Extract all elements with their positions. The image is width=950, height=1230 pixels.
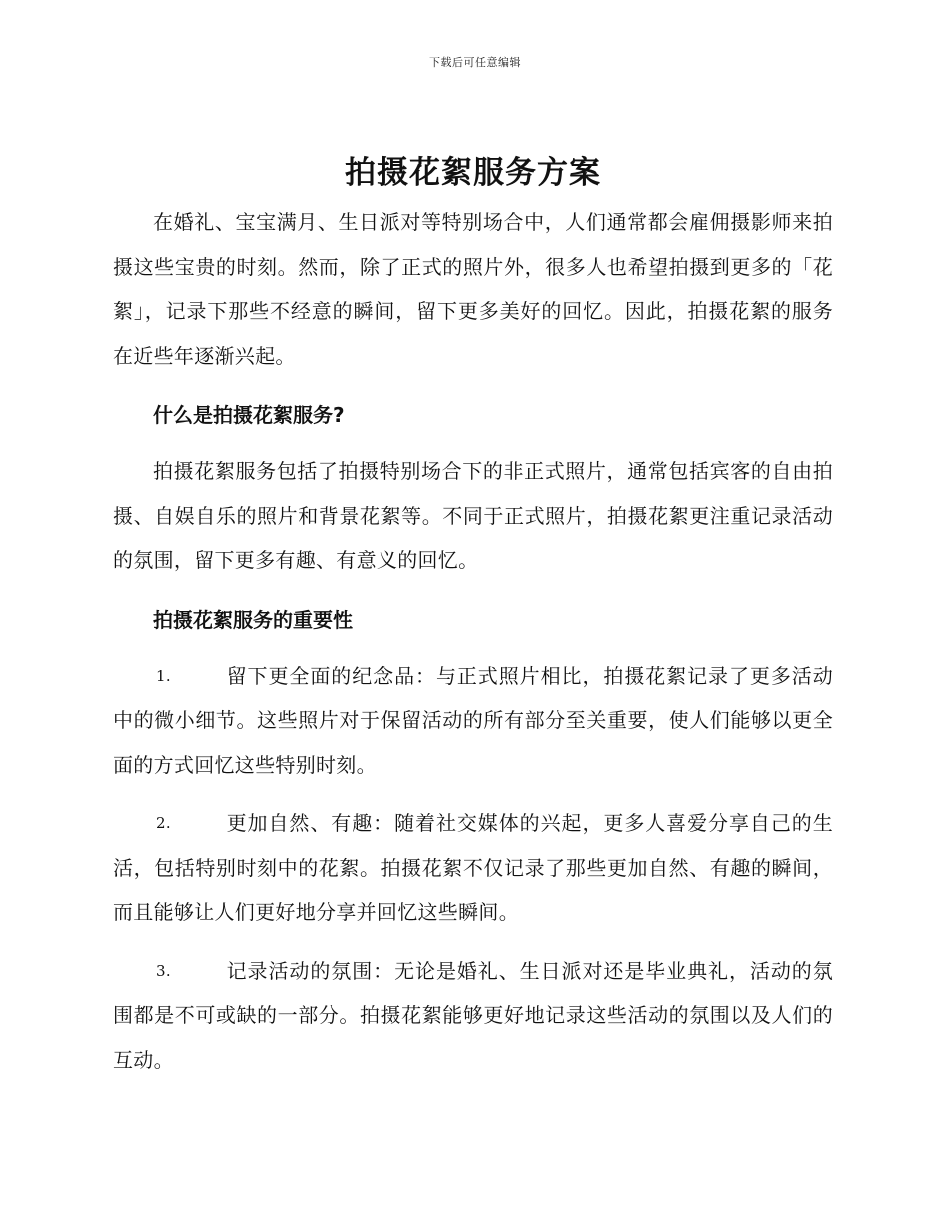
list-number: 3.: [156, 961, 171, 980]
list-item-text: 更加自然、有趣：随着社交媒体的兴起，更多人喜爱分享自己的生活，包括特别时刻中的花絮。拍摄花絮不仅记录了那些更加自然、有趣的瞬间，而且能够让人们更好地分享并回忆这些瞬间。: [113, 811, 833, 924]
list-number: 1.: [156, 666, 171, 685]
list-item: [113, 949, 833, 1083]
section-heading-what-is: 什么是拍摄花絮服务?: [153, 403, 345, 427]
list-item: [113, 801, 833, 935]
list-item-text: 留下更全面的纪念品：与正式照片相比，拍摄花絮记录了更多活动中的微小细节。这些照片对于保留活动的所有部分至关重要，使人们能够以更全面的方式回忆这些特别时刻。: [113, 663, 833, 777]
list-number: 2.: [156, 814, 171, 832]
intro-paragraph: 在婚礼、宝宝满月、生日派对等特别场合中，人们通常都会雇佣摄影师来拍摄这些宝贵的时刻。然而，除了正式的照片外，很多人也希望拍摄到更多的「花絮」，记录下那些不经意的瞬间，留下更多美好的回忆。因此，拍摄花絮的服务在近些年逐渐兴起。: [113, 210, 833, 368]
section-paragraph-what-is: 拍摄花絮服务包括了拍摄特别场合下的非正式照片，通常包括宾客的自由拍摄、自娱自乐的照片和背景花絮等。不同于正式照片，拍摄花絮更注重记录活动的氛围，留下更多有趣、有意义的回忆。: [113, 459, 833, 572]
page-header-note: 下载后可任意编辑: [429, 56, 521, 69]
document-title: 拍摄花絮服务方案: [345, 155, 601, 191]
list-item-text: 记录活动的氛围：无论是婚礼、生日派对还是毕业典礼，活动的氛围都是不可或缺的一部分。拍摄花絮能够更好地记录这些活动的氛围以及人们的互动。: [113, 958, 833, 1072]
section-heading-importance: 拍摄花絮服务的重要性: [153, 607, 353, 632]
document-body: [113, 150, 833, 1096]
list-item: [113, 654, 833, 788]
